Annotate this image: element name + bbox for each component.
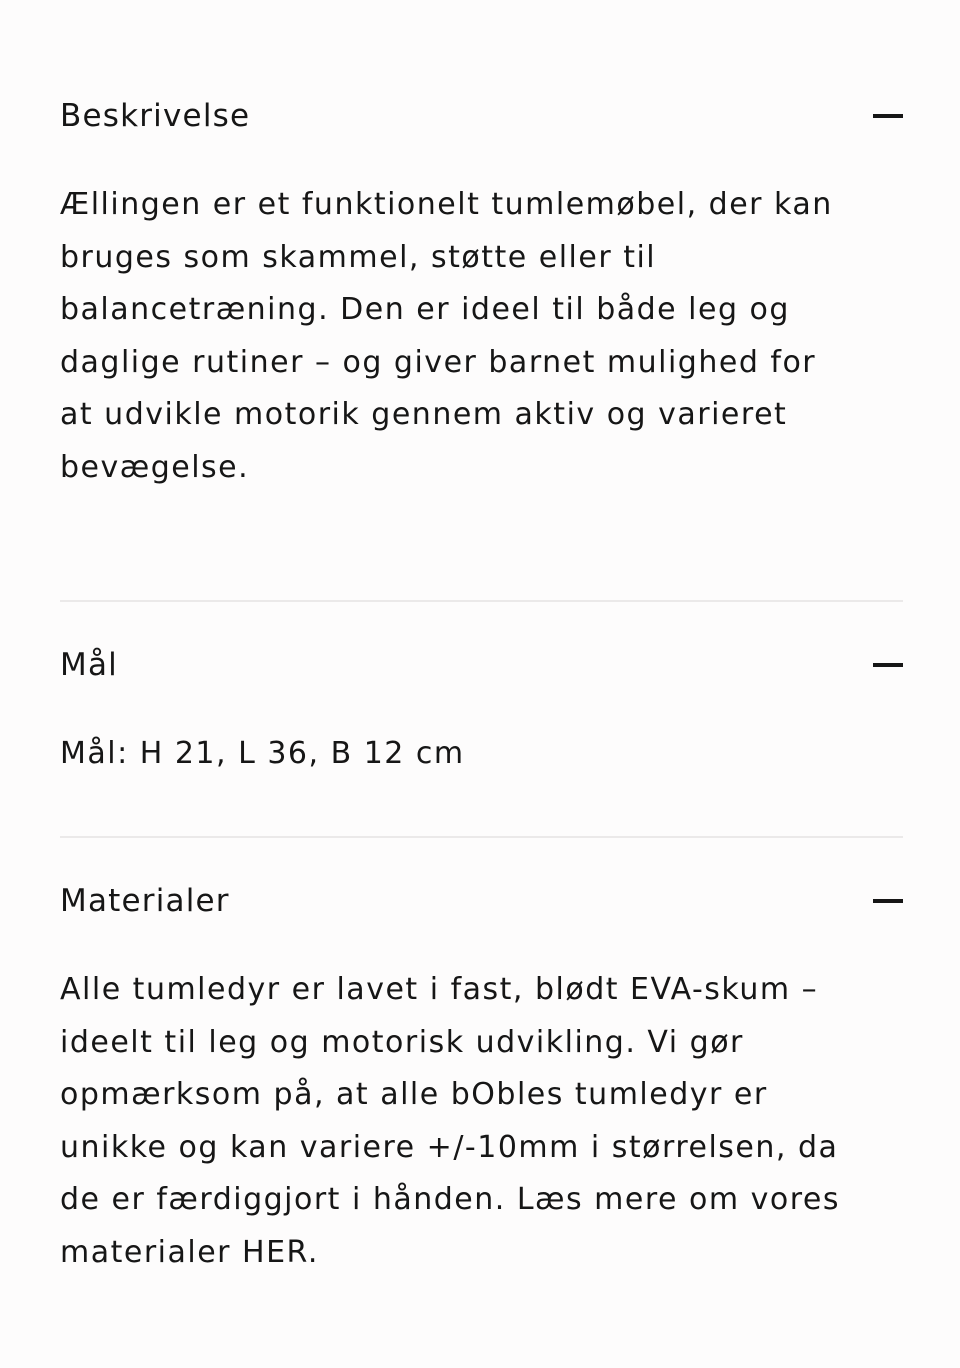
accordion-body-maal [60, 728, 903, 781]
minus-icon[interactable] [873, 658, 903, 672]
accordion-body-beskrivelse [60, 179, 903, 494]
materials-line: ideelt til leg og motorisk udvikling. Vi gør [60, 1024, 744, 1060]
description-line: bruges som skammel, støtte eller til [60, 239, 657, 275]
accordion-maal [60, 645, 903, 771]
accordion-title: Materialer [60, 883, 230, 919]
materials-line [60, 1227, 903, 1280]
section-divider [60, 836, 903, 838]
materials-line-suffix: . [307, 1234, 319, 1270]
accordion-materialer [60, 881, 903, 1270]
description-line: bevægelse. [60, 449, 250, 485]
description-line: daglige rutiner – og giver barnet mulighed for [60, 344, 817, 380]
materials-line: opmærksom på, at alle bObles tumledyr er [60, 1077, 768, 1112]
minus-icon[interactable] [873, 894, 903, 908]
section-divider [60, 600, 903, 602]
description-line: Ællingen er et funktionelt tumlemøbel, der kan [60, 187, 833, 222]
dimensions-text: Mål: H 21, L 36, B 12 cm [60, 736, 465, 771]
materials-line: de er færdiggjort i hånden. Læs mere om vores [60, 1182, 841, 1217]
accordion-header-maal[interactable] [60, 645, 903, 685]
description-line: at udvikle motorik gennem aktiv og varieret [60, 397, 788, 432]
materials-line-prefix: materialer [60, 1234, 243, 1270]
accordion-body-materialer [60, 964, 903, 1279]
materials-line: Alle tumledyr er lavet i fast, blødt EVA-skum – [60, 972, 819, 1007]
description-line: balancetræning. Den er ideel til både leg og [60, 292, 790, 327]
materials-link[interactable]: HER [242, 1234, 308, 1270]
materials-line: unikke og kan variere +/-10mm i størrelsen, da [60, 1129, 839, 1165]
accordion-header-materialer[interactable] [60, 881, 903, 921]
minus-icon[interactable] [873, 109, 903, 123]
accordion-header-beskrivelse[interactable] [60, 96, 903, 136]
accordion-title: Beskrivelse [60, 98, 251, 134]
accordion-beskrivelse [60, 96, 903, 485]
accordion-title: Mål [60, 647, 118, 683]
